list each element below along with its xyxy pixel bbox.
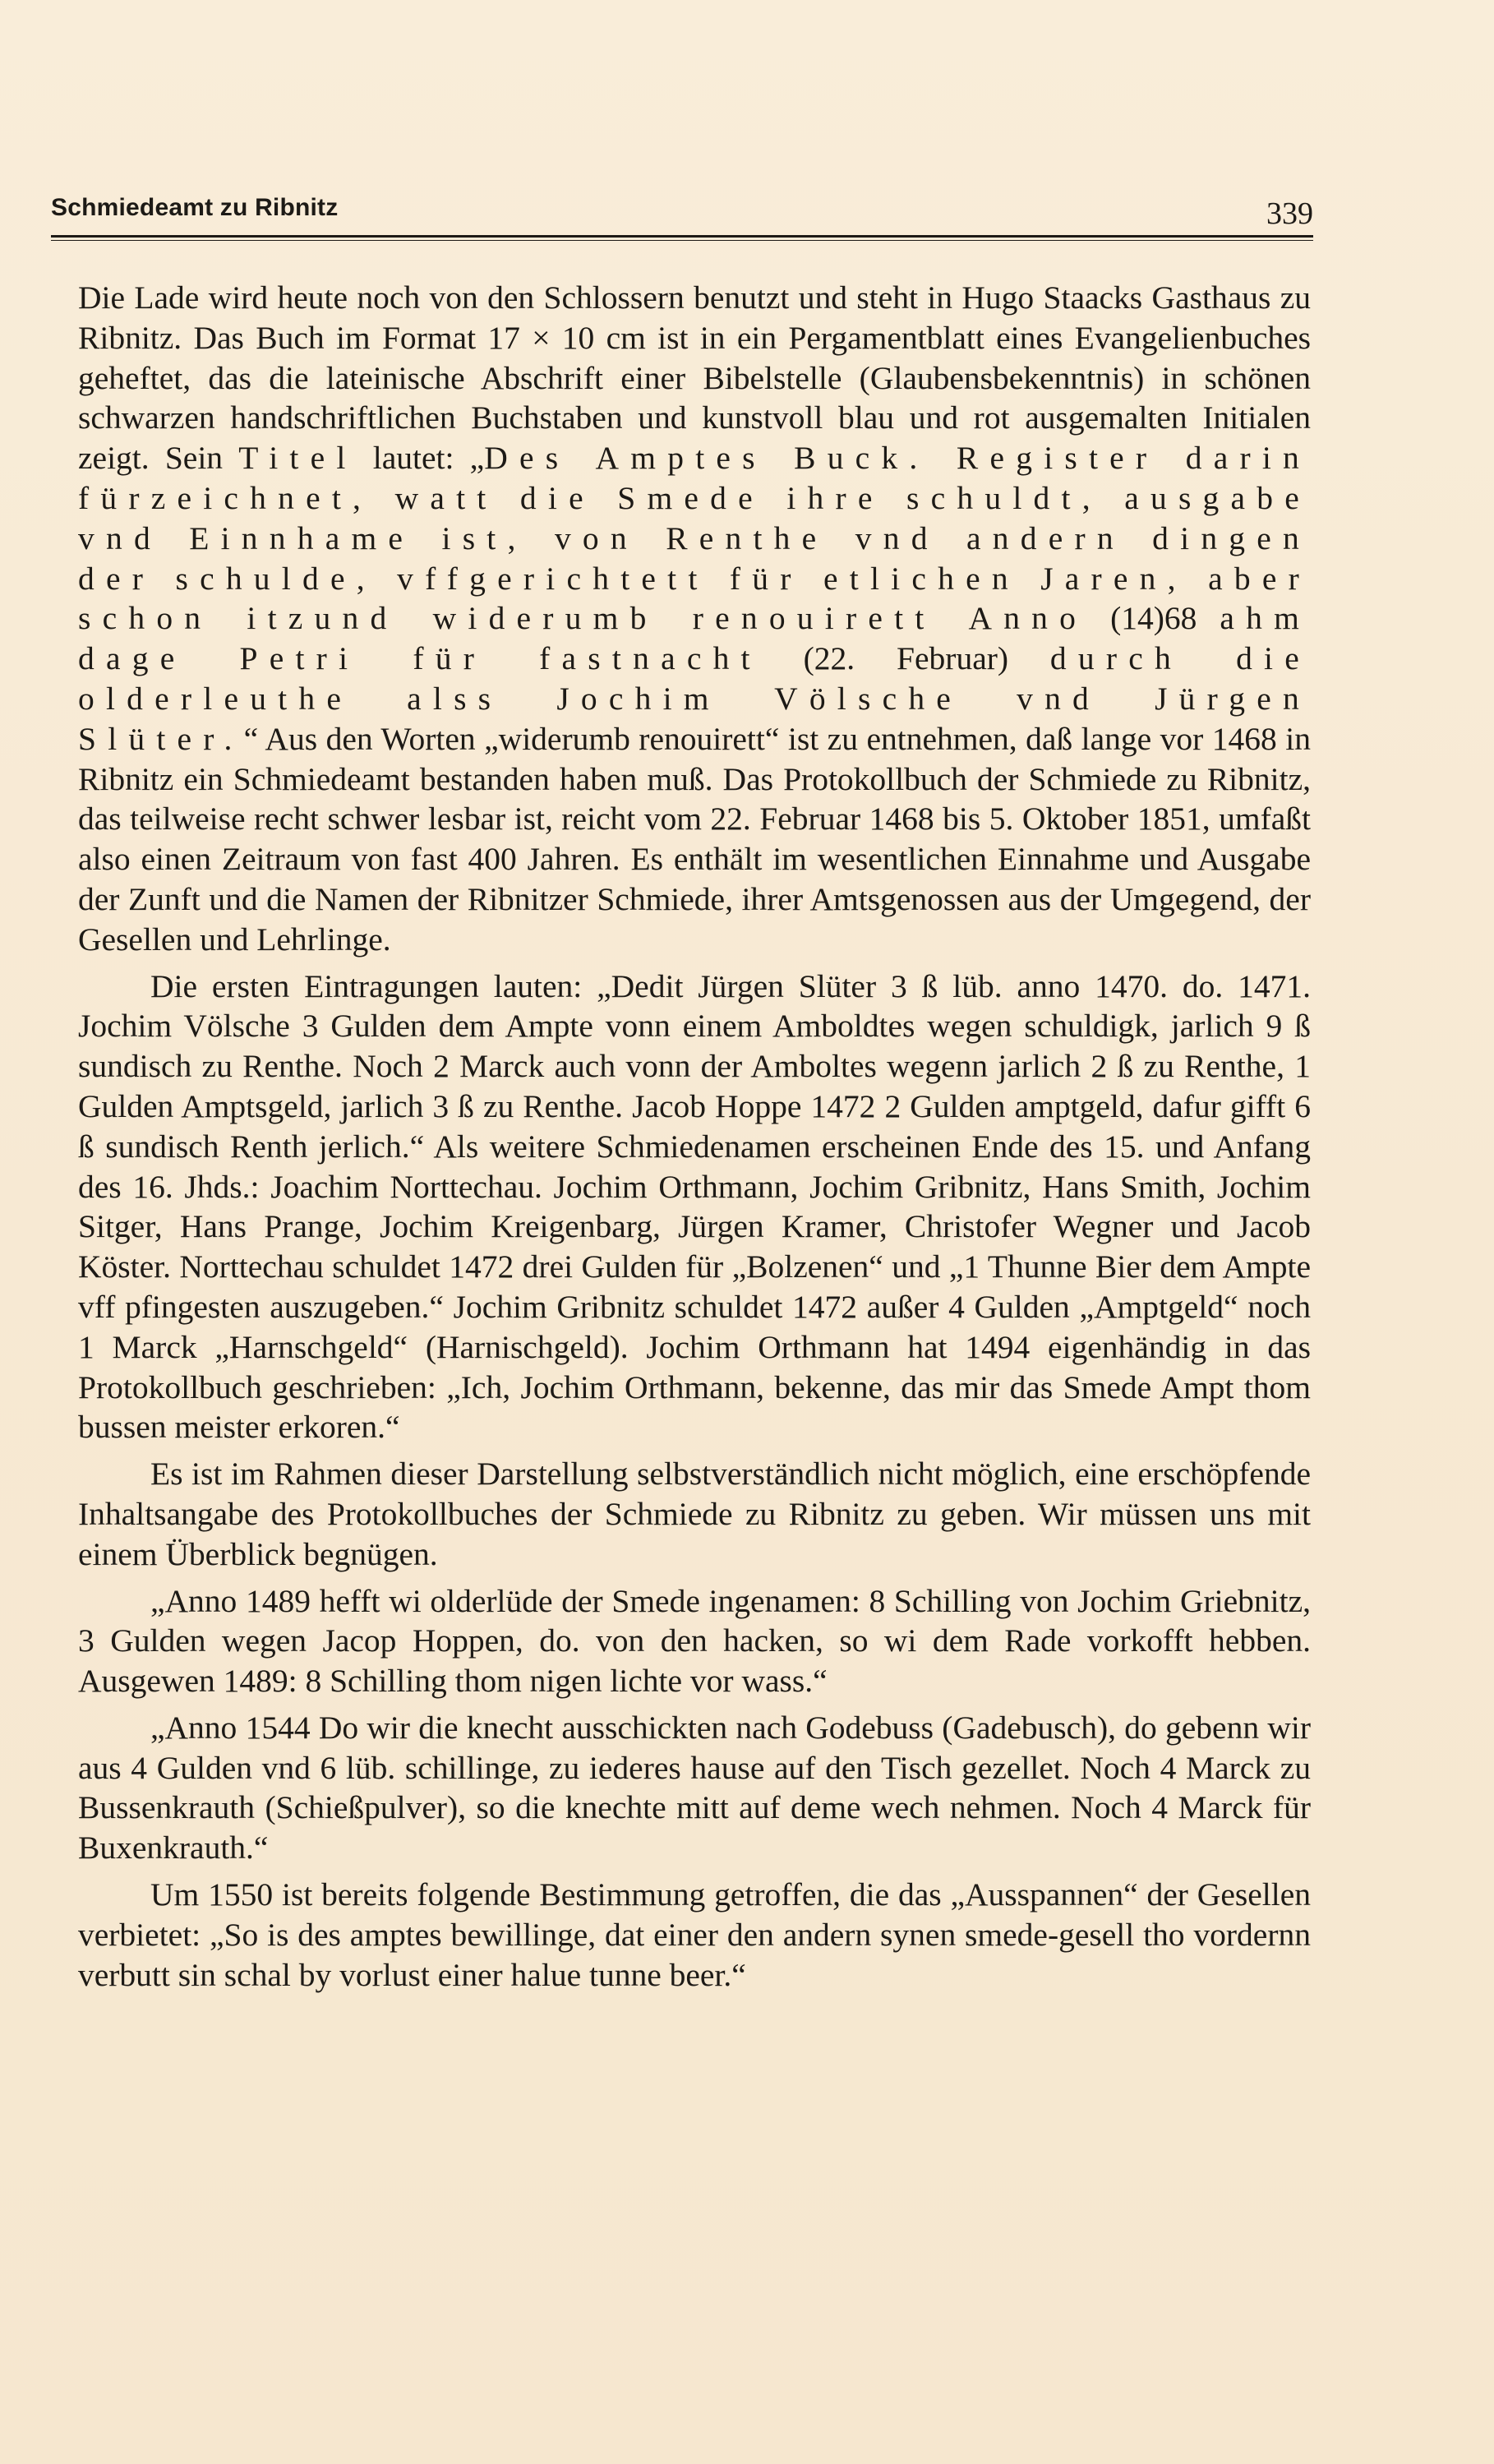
spaced-quote-text: Titel xyxy=(238,440,357,477)
paragraph-text: Die Lade wird heute noch von den Schlossern benutzt und steht in Hugo Staacks Gasthaus zu Ribnitz. Das Buch im Format 17 × 10 cm ist in ein Pergamentblatt eines Evangelienbuches geheftet, das die lateinische Abschrift einer Bibelstelle (Glaubensbekenntnis) in schönen schwarzen handschriftlichen Buchstaben und kunstvoll blau und rot ausgemalten Initialen zeigt. Sein xyxy=(78,279,1311,477)
paragraph-text: „Anno 1544 Do wir die knecht ausschickten nach Godebuss (Gadebusch), do gebenn wir aus 4 Gulden vnd 6 lüb. schillinge, zu iederes hause auf den Tisch gezellet. Noch 4 Marck zu Bussenkrauth (Schießpulver), so die knechte mitt auf deme wech nehmen. Noch 4 Marck für Buxenkrauth.“ xyxy=(78,1709,1311,1866)
spaced-quote-text: ahm dage Petri für fastnacht xyxy=(78,600,1312,677)
paragraph-text: (22. Februar) xyxy=(761,640,1050,677)
paragraph-text: “ Aus den Worten „widerumb renouirett“ ist zu entnehmen, daß lange vor 1468 in Ribnitz ein Schmiedeamt bestanden haben muß. Das Protokollbuch der Schmiede zu Ribnitz, das teilweise recht schwer lesbar ist, reicht vom 22. Februar 1468 bis 5. Oktober 1851, umfaßt also einen Zeitraum von fast 400 Jahren. Es enthält im wesentlichen Einnahme und Ausgabe der Zunft und die Namen der Ribnitzer Schmiede, ihrer Amtsgenossen aus der Umgegend, der Gesellen und Lehrlinge. xyxy=(78,720,1311,957)
paragraph xyxy=(78,1581,1311,1701)
spaced-quote-text: durch die olderleuthe alss Jochim Völsche vnd Jürgen Slüter. xyxy=(78,640,1311,757)
paragraph xyxy=(78,967,1311,1448)
paragraph xyxy=(78,278,1311,960)
paragraph xyxy=(78,1454,1311,1574)
page-header xyxy=(51,191,1313,240)
paragraph-text: (14)68 xyxy=(1087,600,1220,637)
body-text xyxy=(78,278,1311,1995)
paragraph xyxy=(78,1875,1311,1995)
running-head: Schmiedeamt zu Ribnitz xyxy=(51,194,339,221)
paragraph-text: Es ist im Rahmen dieser Darstellung selbstverständlich nicht möglich, eine erschöpfende Inhaltsangabe des Protokollbuches der Schmiede zu Ribnitz zu geben. Wir müssen uns mit einem Überblick begnügen. xyxy=(78,1456,1311,1572)
paragraph-text: lautet: „ xyxy=(357,440,485,477)
header-rule-thin xyxy=(51,240,1313,241)
page-number: 339 xyxy=(1266,196,1313,231)
header-rule xyxy=(51,235,1313,238)
paragraph-text: „Anno 1489 hefft wi olderlüde der Smede ingenamen: 8 Schilling von Jochim Griebnitz, 3 Gulden wegen Jacop Hoppen, do. von den hacken, so wi dem Rade vorkofft hebben. Ausgewen 1489: 8 Schilling thom nigen lichte vor wass.“ xyxy=(78,1582,1311,1700)
paragraph-text: Um 1550 ist bereits folgende Bestimmung getroffen, die das „Ausspannen“ der Gesellen verbietet: „So is des amptes bewillinge, dat einer den andern synen smede-gesell tho vordernn verbutt sin schal by vorlust einer halue tunne beer.“ xyxy=(78,1876,1311,1993)
paragraph xyxy=(78,1708,1311,1868)
paragraph-text: Die ersten Eintragungen lauten: „Dedit Jürgen Slüter 3 ß lüb. anno 1470. do. 1471. Jochim Völsche 3 Gulden dem Ampte vonn einem Amboldtes wegen schuldigk, jarlich 9 ß sundisch zu Renthe. Noch 2 Marck auch vonn der Amboltes wegenn jarlich 2 ß zu Renthe, 1 Gulden Amptsgeld, jarlich 3 ß zu Renthe. Jacob Hoppe 1472 2 Gulden amptgeld, dafur gifft 6 ß sundisch Renth jerlich.“ Als weitere Schmiedenamen erscheinen Ende des 15. und Anfang des 16. Jhds.: Joachim Norttechau. Jochim Orthmann, Jochim Gribnitz, Hans Smith, Jochim Sitger, Hans Prange, Jochim Kreigenbarg, Jürgen Kramer, Christofer Wegner und Jacob Köster. Norttechau schuldet 1472 drei Gulden für „Bolzenen“ und „1 Thunne Bier dem Ampte vff pfingesten auszugeben.“ Jochim Gribnitz schuldet 1472 außer 4 Gulden „Amptgeld“ noch 1 Marck „Harnschgeld“ (Harnischgeld). Jochim Orthmann hat 1494 eigenhändig in das Protokollbuch geschrieben: „Ich, Jochim Orthmann, bekenne, das mir das Smede Ampt thom bussen meister erkoren.“ xyxy=(78,967,1311,1446)
spaced-quote-text: Des Amptes Buck. Register darin fürzeichnet, watt die Smede ihre schuldt, ausgabe vnd Einnhame ist, von Renthe vnd andern dingen der schulde, vffgerichtett für etlichen Jaren, aber schon itzund widerumb renouirett Anno xyxy=(78,440,1311,637)
